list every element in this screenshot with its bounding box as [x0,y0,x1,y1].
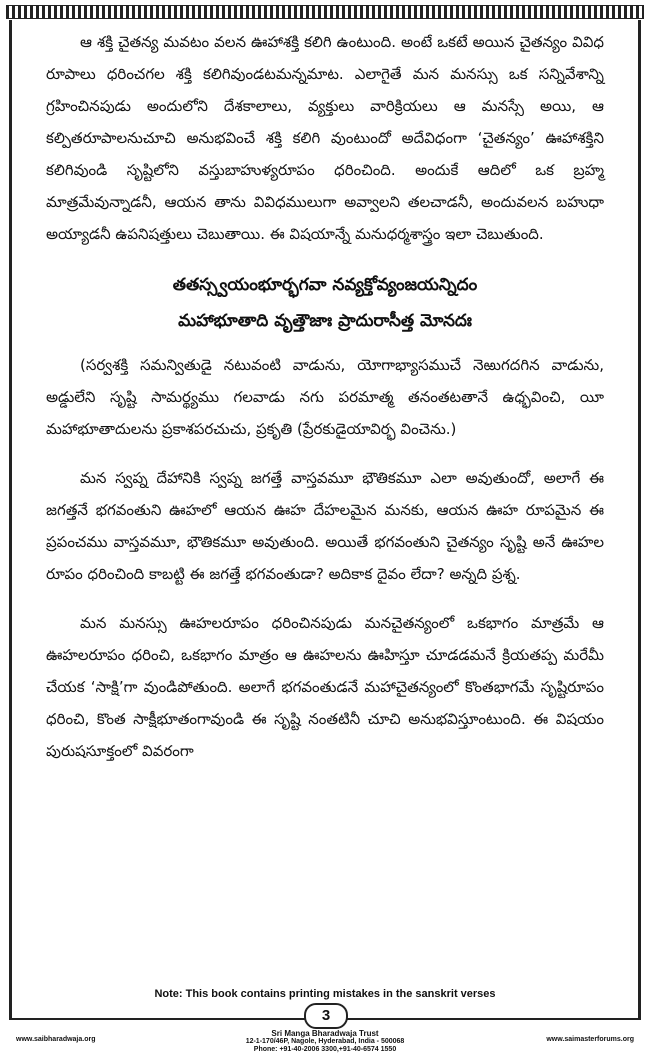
page-content [46,26,604,784]
paragraph-4: మన మనస్సు ఊహలరూపం ధరించినపుడు మనచైతన్యంలో ఒకభాగం మాత్రమే ఆ ఊహలరూపం ధరించి, ఒకభాగం మాత్రం ఆ ఊహలను ఊహిస్తూ చూడడమనే క్రియతప్ప మరేమీ చేయక ‘సాక్షి’గా వుండిపోతుంది. అలాగే భగవంతుడనే మహాచైతన్యంలో కొంతభాగమే సృష్టిరూపం ధరించి, కొంత సాక్షీభూతంగావుండి ఈ సృష్టి నంతటినీ చూచి అనుభవిస్తూంటుంది. ఈ విషయం పురుషసూక్తంలో వివరంగా [46,614,604,760]
verse-line-1: తతస్స్వయంభూర్భగవా నవ్యక్తోవ్యంజయన్నిదం [172,275,478,295]
verse-line-2: మహాభూతాది వృత్తౌజాః ప్రాదురాసీత్త మోనదః [178,311,472,331]
printing-note: Note: This book contains printing mistakes in the sanskrit verses [154,988,496,1000]
footer-right-website[interactable]: www.saimasterforums.org [546,1036,634,1043]
footer-center [16,1030,634,1054]
paragraph-2: (సర్వశక్తి సమన్వితుడై నటువంటి వాడును, యోగాభ్యాసముచే నెఱుగదగిన వాడును, అడ్డులేని సృష్టి సామర్థ్యము గలవాడు నగు పరమాత్మ తనంతటతానే ఉధ్భవించి, యీ మహాభూతాదులను ప్రకాశపరచుచు, ప్రకృతి (ప్రేరకుడైయావిర్భ వించెను.) [46,356,604,438]
footer-trust-name: Sri Manga Bharadwaja Trust [271,1029,379,1038]
decorative-top-border [6,5,644,19]
paragraph-3: మన స్వప్న దేహానికి స్వప్న జగత్తే వాస్తవమూ భౌతికమూ ఎలా అవుతుందో, అలాగే ఈ జగత్తనే భగవంతుని ఊహలో ఆయన ఊహ దేహలమైన మనకు, ఆయన ఊహ రూపమైన ఈ ప్రపంచము వాస్తవమూ, భౌతికమూ అవుతుంది. అయితే భగవంతుని చైతన్యం సృష్టి అనే ఊహల రూపం ధరించింది కాబట్టి ఈ జగత్తే భగవంతుడా? అదికాక దైవం లేదా? అన్నది ప్రశ్న. [46,469,604,583]
footer-left-website[interactable]: www.saibharadwaja.org [16,1036,96,1043]
footer-address: 12-1-170/46P, Nagole, Hyderabad, India - 500068 [245,1038,405,1045]
footer [16,1029,634,1053]
sanskrit-verse [46,267,604,339]
footer-phone: Phone: +91-40-2006 3300,+91-40-6574 1550 [253,1046,397,1053]
paragraph-1: ఆ శక్తి చైతన్య మవటం వలన ఊహాశక్తి కలిగి ఉంటుంది. అంటే ఒకటే అయిన చైతన్యం వివిధ రూపాలు ధరించగల శక్తి కలిగివుండటమన్నమాట. ఎలాగైతే మన మనస్సు ఒక సన్నివేశాన్ని గ్రహించినపుడు అందులోని దేశకాలాలు, వ్యక్తులు వారిక్రియలు ఆ మనస్సే అయి, ఆ కల్పితరూపాలనుచూచి అనుభవించే శక్తి కలిగి వుంటుందో అదేవిధంగా ‘చైతన్యం’ ఊహాశక్తిని కలిగివుండి సృష్టిలోని వస్తుబాహుళ్యరూపం ధరించింది. అందుకే ఆదిలో ఒక బ్రహ్మ మాత్రమేవున్నాడనీ, ఆయన తాను వివిధములుగా అవ్వాలని తలచాడనీ, అందువలన బహుధా అయ్యాడనీ ఉపనిషత్తులు చెబుతాయి. ఈ విషయాన్నే మనుధర్మశాస్త్రం ఇలా చెబుతుంది. [46,33,604,243]
page-number: 3 [304,1003,348,1029]
